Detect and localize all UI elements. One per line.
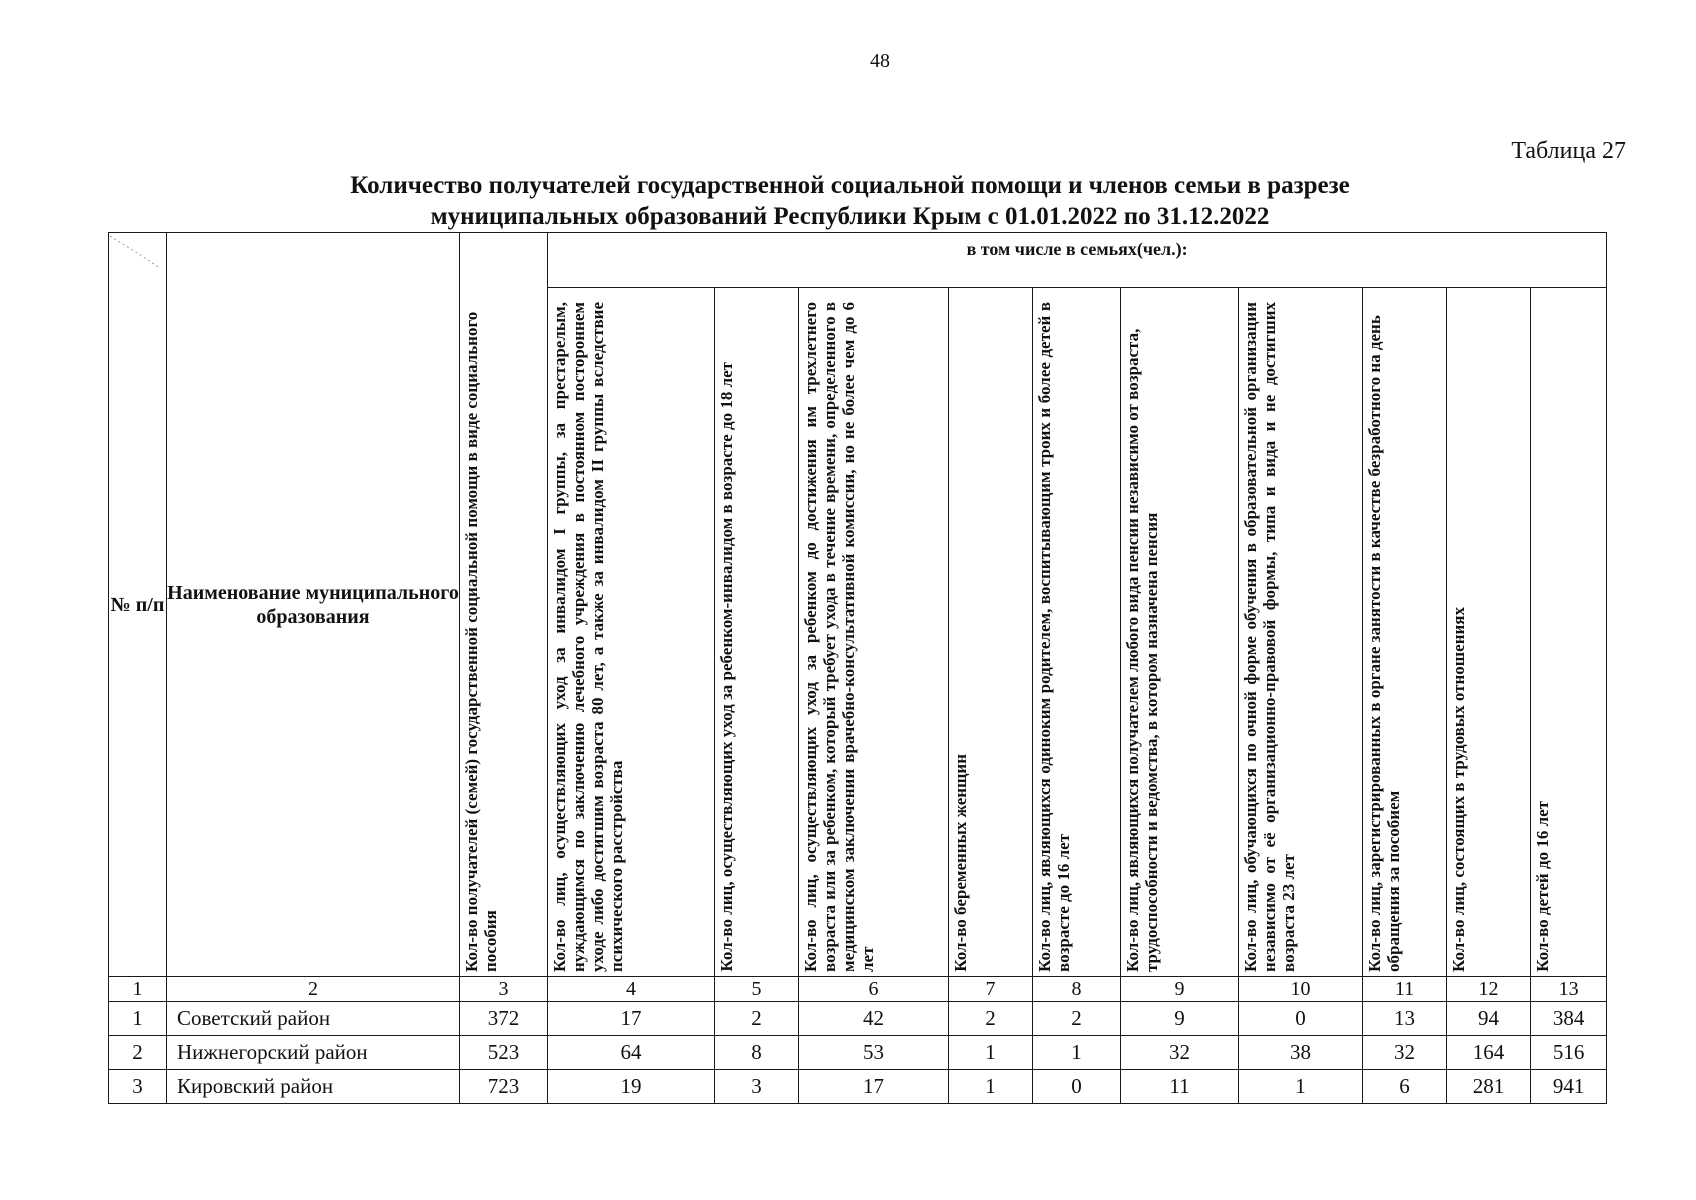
recipients-table bbox=[108, 232, 1607, 1104]
header-sub-5: Кол-во лиц, являющихся одиноким родителем, воспитывающим троих и более детей в возрасте до 16 лет bbox=[1033, 288, 1121, 977]
municipality-name: Нижнегорский район bbox=[167, 1036, 460, 1070]
table-cell: 281 bbox=[1447, 1070, 1531, 1104]
table-title bbox=[250, 170, 1450, 232]
row-number: 3 bbox=[109, 1070, 167, 1104]
table-cell: 1 bbox=[949, 1036, 1033, 1070]
column-number-row bbox=[109, 977, 1607, 1002]
table-cell: 64 bbox=[548, 1036, 715, 1070]
table-row bbox=[109, 1002, 1607, 1036]
table-cell: 38 bbox=[1239, 1036, 1363, 1070]
table-cell: 94 bbox=[1447, 1002, 1531, 1036]
table-cell: 723 bbox=[460, 1070, 548, 1104]
table-cell: 42 bbox=[799, 1002, 949, 1036]
municipality-name: Кировский район bbox=[167, 1070, 460, 1104]
page-number: 48 bbox=[870, 50, 890, 72]
column-number: 6 bbox=[799, 977, 949, 1002]
header-sub-8: Кол-во лиц, зарегистрированных в органе занятости в качестве безработного на день обращения за пособием bbox=[1363, 288, 1447, 977]
table-cell: 1 bbox=[1033, 1036, 1121, 1070]
header-group-families: в том числе в семьях(чел.): bbox=[548, 233, 1607, 288]
table-cell: 523 bbox=[460, 1036, 548, 1070]
table-cell: 17 bbox=[548, 1002, 715, 1036]
table-cell: 6 bbox=[1363, 1070, 1447, 1104]
column-number: 1 bbox=[109, 977, 167, 1002]
column-number: 3 bbox=[460, 977, 548, 1002]
table-cell: 2 bbox=[1033, 1002, 1121, 1036]
header-sub-1: Кол-во лиц, осуществляющих уход за инвалидом I группы, за престарелым, нуждающимся по заключению лечебного учреждения в постоянном постороннем уходе либо достигшим возраста 80 лет, а также за инвалидом II группы вследствие психического расстройства bbox=[548, 288, 715, 977]
table-cell: 0 bbox=[1033, 1070, 1121, 1104]
header-sub-7: Кол-во лиц, обучающихся по очной форме обучения в образовательной организации независимо от её организационно-правовой формы, типа и вида и не достигших возраста 23 лет bbox=[1239, 288, 1363, 977]
table-cell: 32 bbox=[1121, 1036, 1239, 1070]
column-number: 7 bbox=[949, 977, 1033, 1002]
column-number: 8 bbox=[1033, 977, 1121, 1002]
title-line-1: Количество получателей государственной социальной помощи и членов семьи в разрезе bbox=[350, 172, 1350, 199]
table-row bbox=[109, 1070, 1607, 1104]
table-cell: 372 bbox=[460, 1002, 548, 1036]
row-number: 2 bbox=[109, 1036, 167, 1070]
column-number: 11 bbox=[1363, 977, 1447, 1002]
header-recipients bbox=[460, 233, 548, 977]
table-cell: 32 bbox=[1363, 1036, 1447, 1070]
header-row-group bbox=[109, 233, 1607, 288]
header-sub-3: Кол-во лиц, осуществляющих уход за ребенком до достижения им трехлетнего возраста или за ребенком, который требует ухода в течение времени, определенного в медицинском заключении врачебно-консультативной комиссии, но не более чем до 6 лет bbox=[799, 288, 949, 977]
table-cell: 2 bbox=[949, 1002, 1033, 1036]
header-sub-6: Кол-во лиц, являющихся получателем любого вида пенсии независимо от возраста, трудоспособности и ведомства, в котором назначена пенсия bbox=[1121, 288, 1239, 977]
table-cell: 53 bbox=[799, 1036, 949, 1070]
table-cell: 8 bbox=[715, 1036, 799, 1070]
table-cell: 1 bbox=[949, 1070, 1033, 1104]
row-number: 1 bbox=[109, 1002, 167, 1036]
column-number: 5 bbox=[715, 977, 799, 1002]
column-number: 4 bbox=[548, 977, 715, 1002]
table-cell: 941 bbox=[1531, 1070, 1607, 1104]
column-number: 13 bbox=[1531, 977, 1607, 1002]
table-cell: 9 bbox=[1121, 1002, 1239, 1036]
header-sub-4: Кол-во беременных женщин bbox=[949, 288, 1033, 977]
table-cell: 19 bbox=[548, 1070, 715, 1104]
table-label: Таблица 27 bbox=[1511, 138, 1626, 164]
table-cell: 1 bbox=[1239, 1070, 1363, 1104]
column-number: 2 bbox=[167, 977, 460, 1002]
table-cell: 516 bbox=[1531, 1036, 1607, 1070]
table-cell: 13 bbox=[1363, 1002, 1447, 1036]
table-cell: 11 bbox=[1121, 1070, 1239, 1104]
header-num: № п/п bbox=[109, 233, 167, 977]
table-cell: 0 bbox=[1239, 1002, 1363, 1036]
table-cell: 3 bbox=[715, 1070, 799, 1104]
header-name: Наименование муниципального образования bbox=[167, 233, 460, 977]
header-sub-2: Кол-во лиц, осуществляющих уход за ребенком-инвалидом в возрасте до 18 лет bbox=[715, 288, 799, 977]
table-row bbox=[109, 1036, 1607, 1070]
municipality-name: Советский район bbox=[167, 1002, 460, 1036]
table-cell: 17 bbox=[799, 1070, 949, 1104]
header-sub-9: Кол-во лиц, состоящих в трудовых отношениях bbox=[1447, 288, 1531, 977]
header-recipients-text: Кол-во получателей (семей) государственной социальной помощи в виде социального пособия bbox=[462, 311, 500, 972]
table-cell: 164 bbox=[1447, 1036, 1531, 1070]
title-line-2: муниципальных образований Республики Крым с 01.01.2022 по 31.12.2022 bbox=[430, 203, 1270, 230]
column-number: 12 bbox=[1447, 977, 1531, 1002]
column-number: 10 bbox=[1239, 977, 1363, 1002]
corner-scribble-mark bbox=[108, 232, 168, 282]
header-sub-10: Кол-во детей до 16 лет bbox=[1531, 288, 1607, 977]
table-cell: 2 bbox=[715, 1002, 799, 1036]
table-cell: 384 bbox=[1531, 1002, 1607, 1036]
column-number: 9 bbox=[1121, 977, 1239, 1002]
